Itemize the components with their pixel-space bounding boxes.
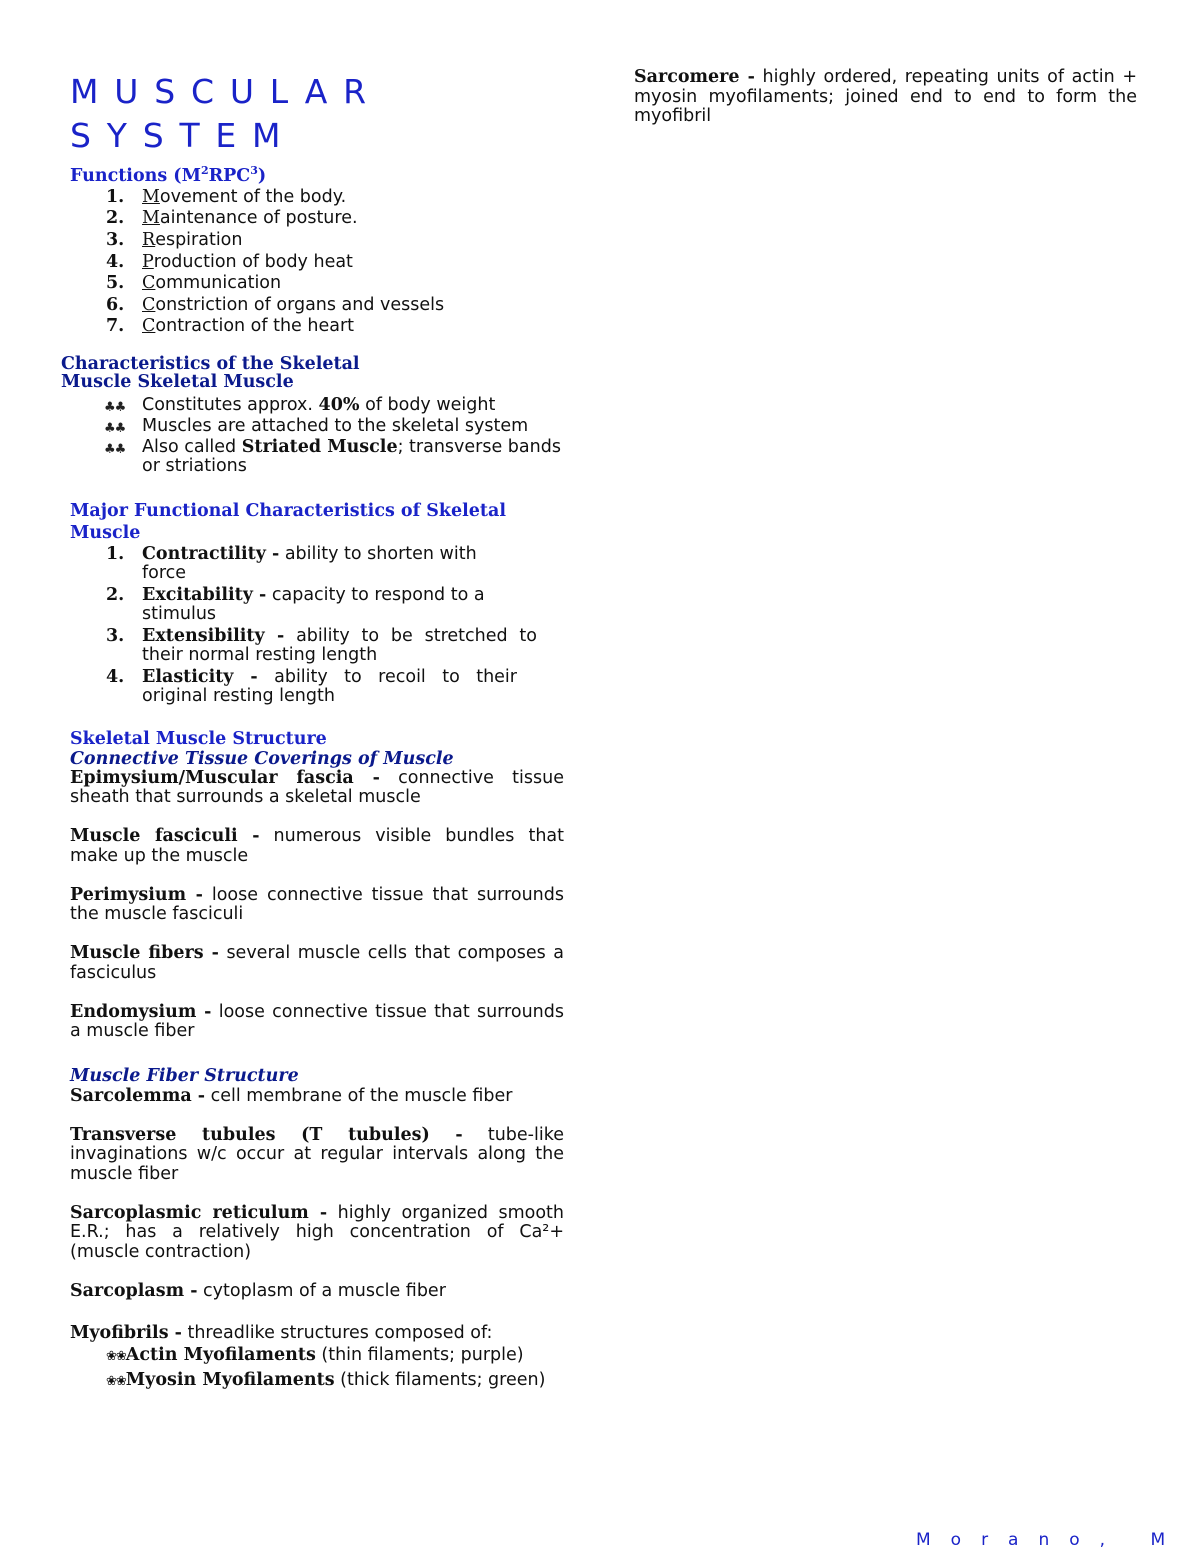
characteristic-item (70, 438, 564, 477)
list-number: 5. (106, 273, 125, 294)
myofilament-item (70, 1369, 546, 1394)
fiber-term: Sarcolemma - (70, 1085, 206, 1106)
major-term: Contractility - (142, 543, 280, 564)
characteristic-text: Muscles are attached to the skeletal system (142, 416, 529, 437)
functions-list (70, 187, 564, 338)
fiber-item (70, 1126, 564, 1185)
structure-term: Muscle fasciculi - (70, 826, 260, 847)
fiber-item (70, 1204, 564, 1263)
fiber-heading: Muscle Fiber Structure (70, 1065, 299, 1086)
characteristics-heading-line2: Muscle Skeletal Muscle (61, 371, 294, 392)
fiber-term: Sarcoplasmic reticulum - (70, 1202, 328, 1223)
function-text: ommunication (155, 273, 282, 294)
list-number: 2. (106, 208, 125, 229)
structure-item (70, 769, 564, 808)
function-text: ontraction of the heart (155, 316, 355, 337)
function-item (70, 230, 564, 252)
bullet-icon: ♣♣ (104, 441, 126, 457)
list-number: 4. (106, 251, 125, 272)
characteristic-text: ; transverse bands or striations (142, 436, 561, 477)
list-number: 1. (106, 543, 125, 564)
structure-item (70, 827, 564, 866)
fiber-term: Sarcoplasm - (70, 1280, 198, 1301)
major-desc: ability to shorten with force (142, 543, 477, 583)
flower-bullet-icon: ❀❀ (106, 1349, 126, 1365)
function-initial: C (142, 316, 156, 337)
myofibrils-item (70, 1322, 564, 1344)
characteristic-bold: 40% (318, 394, 360, 415)
myofibrils-desc: threadlike structures composed of: (181, 1323, 493, 1344)
myofilament-item (70, 1344, 546, 1369)
major-term: Excitability - (142, 584, 267, 605)
structure-term: Epimysium/Muscular fascia - (70, 767, 380, 788)
fiber-item (70, 1282, 564, 1302)
function-item (70, 187, 564, 209)
structure-item (70, 1003, 564, 1042)
function-initial: C (142, 273, 156, 294)
major-term: Elasticity - (142, 666, 258, 687)
major-desc: ability to recoil to their original resting length (142, 666, 517, 706)
function-item (70, 252, 564, 274)
characteristic-item (70, 416, 564, 438)
fiber-item (70, 1087, 564, 1107)
functions-heading-sup2: 3 (250, 164, 258, 177)
functions-heading-mid: RPC (208, 165, 251, 186)
characteristics-heading (61, 355, 564, 391)
structure-desc: numerous visible bundles that make up the muscle (70, 826, 565, 866)
fiber-desc: highly organized smooth E.R.; has a relatively high concentration of Ca²+ (muscle contraction) (70, 1202, 564, 1262)
function-text: aintenance of posture. (159, 208, 358, 229)
fiber-term: Transverse tubules (T tubules) - (70, 1124, 463, 1145)
list-number: 4. (106, 666, 125, 687)
structure-heading: Skeletal Muscle Structure (70, 728, 327, 749)
characteristics-list (70, 395, 564, 477)
major-list (70, 545, 564, 706)
major-heading: Major Functional Characteristics of Skeletal Muscle (70, 500, 506, 543)
myofibrils-term: Myofibrils - (70, 1323, 182, 1344)
function-item (70, 316, 564, 338)
structure-desc: loose connective tissue that surrounds the muscle fasciculi (70, 884, 564, 925)
function-item (70, 295, 564, 317)
major-item (70, 668, 517, 706)
major-term: Extensibility - (142, 625, 285, 646)
list-number: 2. (106, 584, 125, 605)
myofilament-desc: (thick filaments; green) (334, 1369, 546, 1390)
structure-subheading: Connective Tissue Coverings of Muscle (70, 748, 454, 769)
fiber-desc: cytoplasm of a muscle fiber (197, 1280, 446, 1301)
myofilament-desc: (thin filaments; purple) (315, 1345, 524, 1366)
list-number: 6. (106, 294, 125, 315)
structure-term: Endomysium - (70, 1001, 212, 1022)
sarcomere-item (634, 68, 1137, 127)
bullet-icon: ♣♣ (104, 399, 126, 415)
major-item (70, 586, 532, 624)
functions-heading-suffix: ) (257, 165, 267, 186)
bullet-icon: ♣♣ (104, 421, 126, 437)
list-number: 1. (106, 186, 125, 207)
function-initial: P (142, 251, 154, 272)
flower-bullet-icon: ❀❀ (106, 1373, 126, 1389)
major-desc: ability to be stretched to their normal resting length (142, 625, 537, 665)
functions-heading (70, 160, 564, 187)
function-text: espiration (155, 230, 243, 251)
function-text: onstriction of organs and vessels (155, 294, 445, 315)
function-initial: R (142, 230, 156, 251)
left-column (61, 70, 565, 1393)
functions-heading-sup1: 2 (200, 164, 209, 177)
major-item (70, 627, 537, 665)
list-number: 3. (106, 230, 125, 251)
characteristic-text: Constitutes approx. (142, 394, 319, 415)
characteristics-heading-line1: Characteristics of the Skeletal (61, 353, 360, 374)
list-number: 7. (106, 316, 125, 337)
fiber-desc: tube-like invaginations w/c occur at regular intervals along the muscle fiber (70, 1124, 564, 1184)
function-text: ovement of the body. (159, 186, 347, 207)
footer-author: Morano, M (916, 1530, 1186, 1550)
myofilament-term: Myosin Myofilaments (125, 1369, 335, 1390)
sarcomere-desc: highly ordered, repeating units of actin + myosin myofilaments; joined end to end to form the myofibril (634, 67, 1137, 126)
structure-term: Perimysium - (70, 884, 203, 905)
page-title: MUSCULAR SYSTEM (70, 72, 382, 155)
function-initial: M (142, 186, 160, 207)
characteristic-text: of body weight (359, 394, 496, 415)
sarcomere-term: Sarcomere - (634, 67, 755, 87)
right-column (634, 68, 1137, 127)
major-desc: capacity to respond to a stimulus (142, 584, 485, 624)
fiber-desc: cell membrane of the muscle fiber (205, 1085, 513, 1106)
functions-heading-prefix: Functions (M (70, 165, 201, 186)
structure-desc: several muscle cells that composes a fasciculus (70, 943, 565, 983)
characteristic-bold: Striated Muscle (241, 436, 398, 457)
major-item (70, 545, 522, 583)
function-item (70, 208, 564, 230)
structure-desc: loose connective tissue that surrounds a muscle fiber (70, 1001, 564, 1042)
function-initial: M (142, 208, 160, 229)
structure-desc: connective tissue sheath that surrounds a skeletal muscle (70, 767, 564, 808)
function-text: roduction of body heat (153, 251, 353, 272)
structure-item (70, 944, 564, 983)
characteristic-text: Also called (142, 436, 242, 457)
structure-item (70, 886, 564, 925)
function-item (70, 273, 564, 295)
myofilament-term: Actin Myofilaments (125, 1345, 316, 1366)
structure-term: Muscle fibers - (70, 943, 219, 964)
characteristic-item (70, 395, 564, 417)
list-number: 3. (106, 625, 125, 646)
function-initial: C (142, 294, 156, 315)
